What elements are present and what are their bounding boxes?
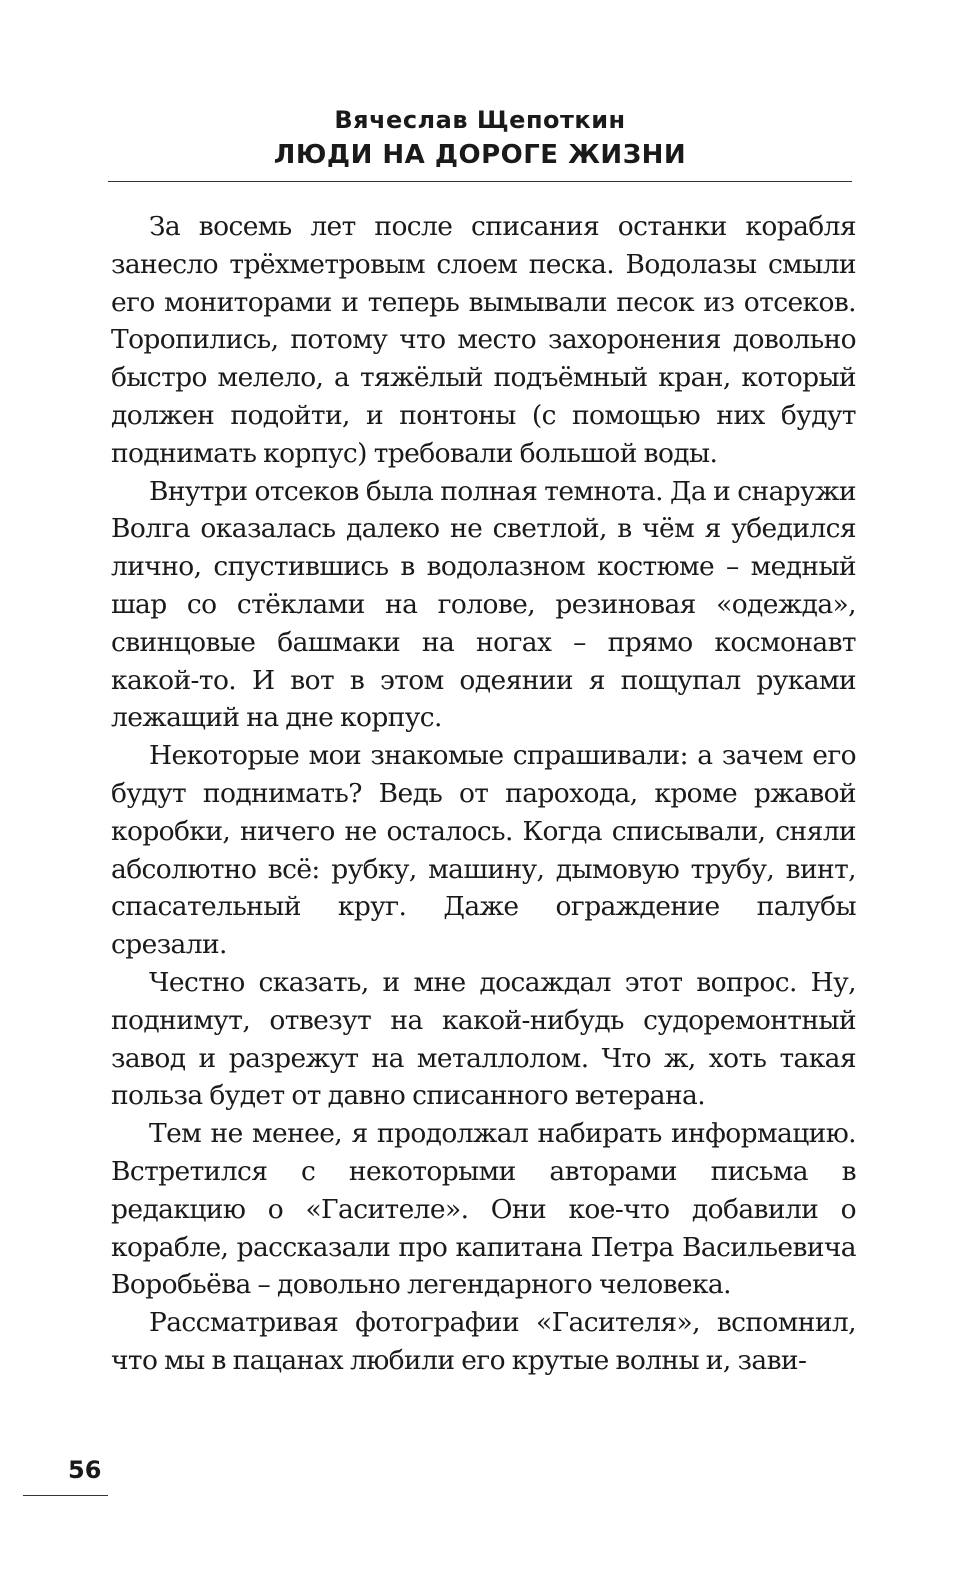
paragraph: Некоторые мои знакомые спрашивали: а зачем его будут поднимать? Ведь от парохода, кроме ржавой коробки, ничего не осталось. Когда списывали, сняли абсолютно всё: рубку, машину, дымовую трубу, винт, спасательный круг. Даже ограждение палубы срезали. [111, 740, 856, 961]
paragraph: За восемь лет после списания останки корабля занесло трёхметровым слоем песка. Водолазы смыли его мониторами и теперь вымывали песок из отсеков. Торопились, потому что место захоронения довольно быстро мелело, а тяжёлый подъёмный кран, который должен подойти, и понтоны (с помощью них будут поднимать корпус) требовали большой воды. [111, 211, 856, 469]
paragraph: Тем не менее, я продолжал набирать информацию. Встретился с некоторыми авторами письма в редакцию о «Гасителе». Они кое-что добавили о корабле, рассказали про капитана Петра Васильевича Воробьёва – довольно легендарного человека. [111, 1118, 856, 1301]
body-text [111, 208, 856, 1380]
page-number: 56 [68, 1456, 102, 1484]
running-head-author: Вячеслав Щепоткин [334, 106, 626, 134]
header-divider [108, 181, 852, 182]
footer-divider [23, 1495, 108, 1496]
paragraph: Рассматривая фотографии «Гасителя», вспомнил, что мы в пацанах любили его крутые волны и, зави- [111, 1307, 856, 1376]
running-head-title: ЛЮДИ НА ДОРОГЕ ЖИЗНИ [273, 140, 687, 170]
paragraph: Честно сказать, и мне досаждал этот вопрос. Ну, поднимут, отвезут на какой-нибудь судоремонтный завод и разрежут на металлолом. Что ж, хоть такая польза будет от давно списанного ветерана. [111, 966, 856, 1112]
paragraph: Внутри отсеков была полная темнота. Да и снаружи Волга оказалась далеко не светлой, в чём я убедился лично, спустившись в водолазном костюме – медный шар со стёклами на голове, резиновая «одежда», свинцовые башмаки на ногах – прямо космонавт какой-то. И вот в этом одеянии я пощупал руками лежащий на дне корпус. [111, 475, 856, 734]
